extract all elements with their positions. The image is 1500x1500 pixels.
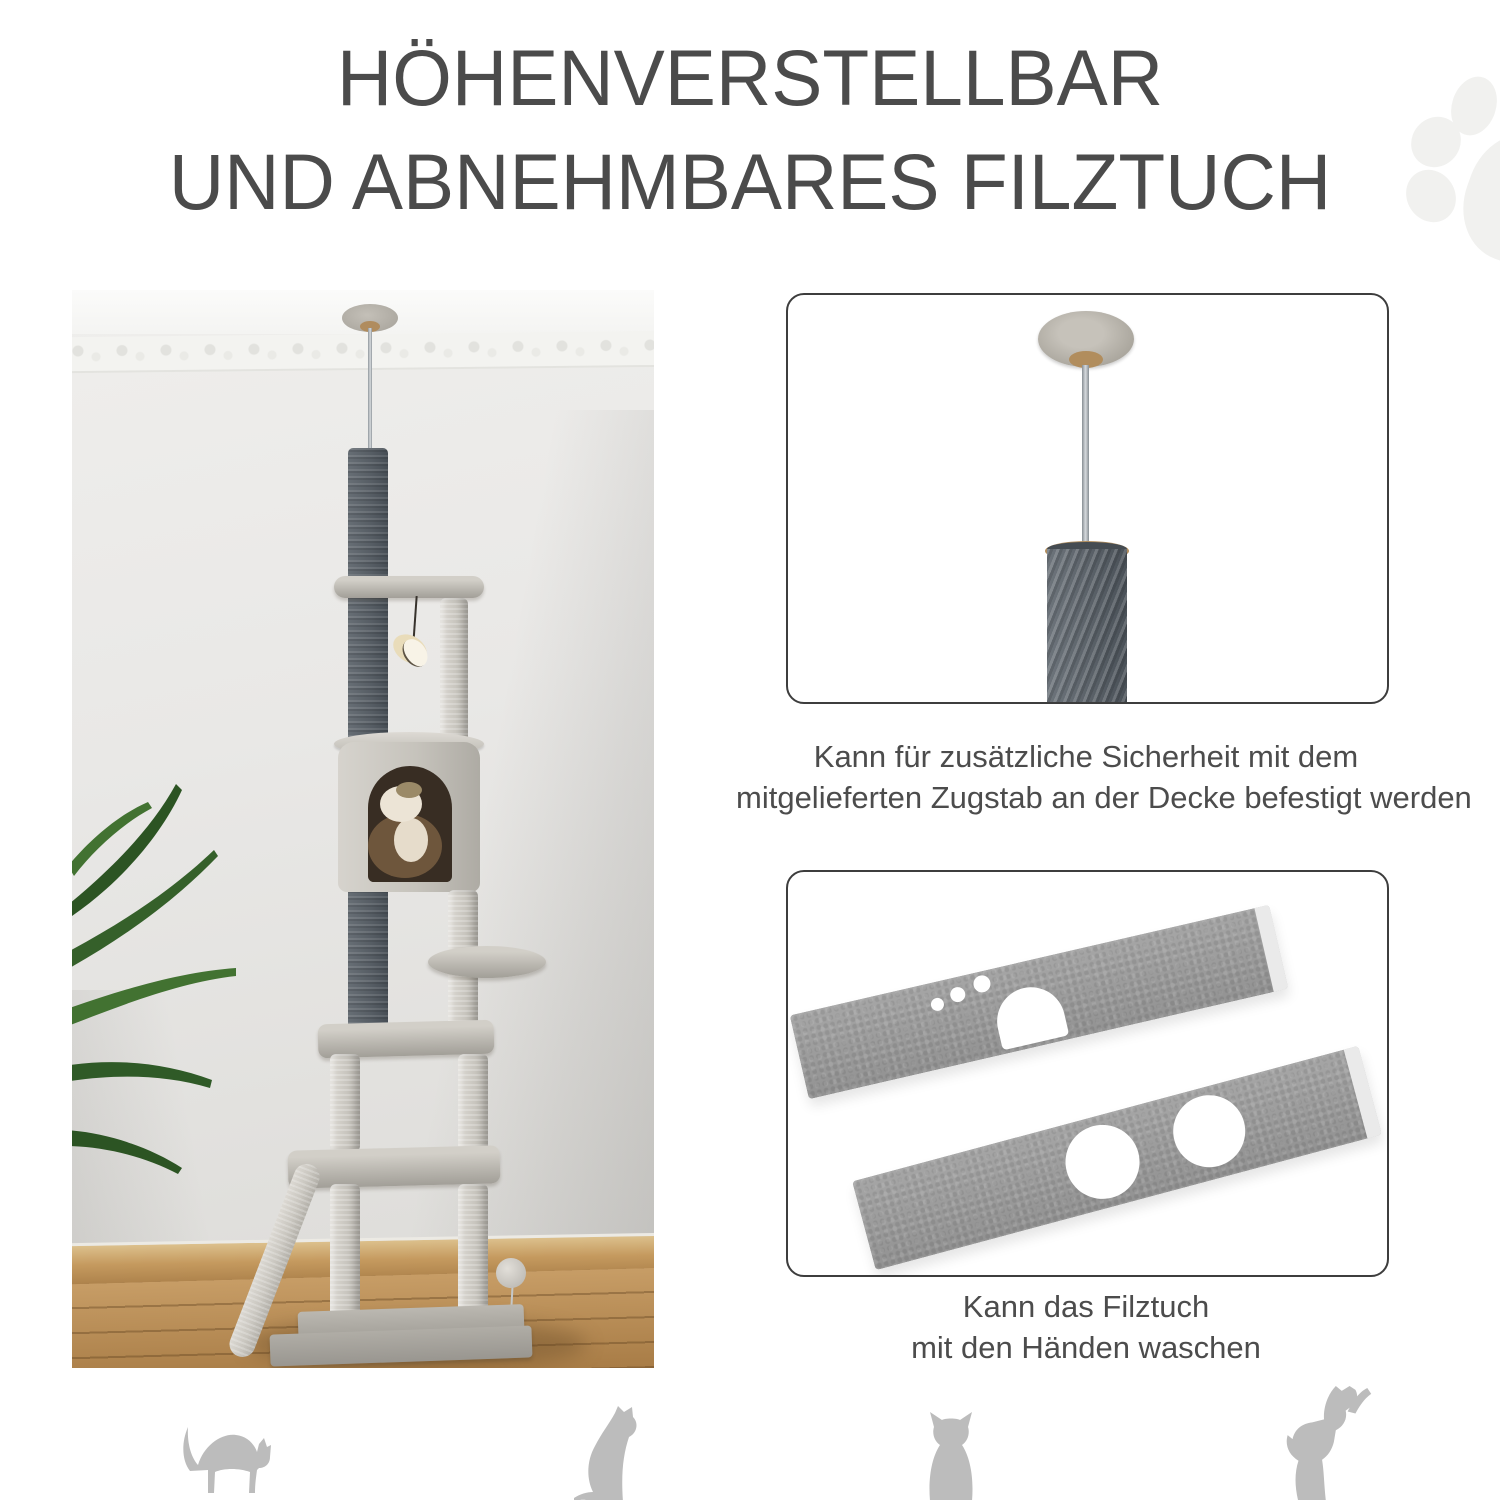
- headline-line-2: UND ABNEHMBARES FILZTUCH: [168, 137, 1332, 226]
- top-perch: [334, 576, 484, 598]
- reaching-up-cat-icon: [1278, 1386, 1374, 1500]
- caption-rod-line-1: Kann für zusätzliche Sicherheit mit dem: [813, 739, 1359, 774]
- tension-rod-detail: [1082, 365, 1089, 553]
- sitting-back-view-cat-icon: [918, 1408, 984, 1500]
- main-product-photo: [72, 290, 654, 1368]
- caption-rod: [736, 736, 1472, 818]
- crown-molding: [72, 331, 654, 373]
- caption-felt: [736, 1286, 1436, 1368]
- headline-line-1: HÖHENVERSTELLBAR: [336, 33, 1164, 122]
- pompom-toy: [496, 1258, 526, 1288]
- caption-felt-line-1: Kann das Filztuch: [962, 1289, 1210, 1324]
- arched-standing-cat-icon: [180, 1408, 272, 1500]
- felt-cloth-2: [852, 1046, 1382, 1270]
- condo-opening: [368, 766, 452, 882]
- round-step: [428, 946, 546, 978]
- sitting-looking-up-cat-icon: [572, 1406, 650, 1500]
- headline: [23, 26, 1478, 234]
- caption-felt-line-2: mit den Händen waschen: [911, 1330, 1261, 1365]
- detail-photo-rod: [786, 293, 1389, 704]
- lower-platform: [288, 1145, 501, 1189]
- plant-icon: [72, 758, 264, 1178]
- caption-rod-line-2: mitgelieferten Zugstab an der Decke befestigt werden: [736, 780, 1472, 815]
- detail-photo-felt: [786, 870, 1389, 1277]
- scratching-post-detail: [1047, 549, 1127, 702]
- middle-platform: [318, 1020, 495, 1059]
- tension-rod: [368, 328, 372, 450]
- felt-cloth-1: [790, 905, 1289, 1099]
